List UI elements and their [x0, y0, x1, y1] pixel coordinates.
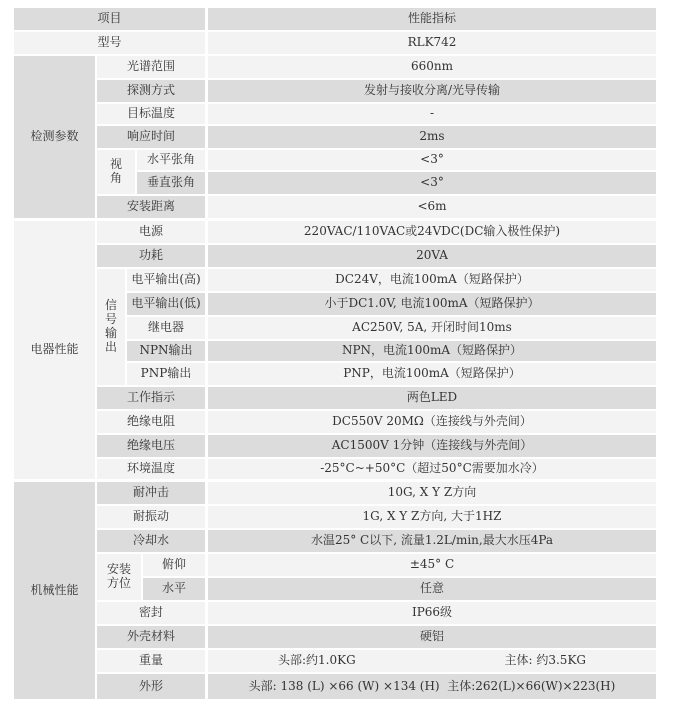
consumption-value: 20VA — [208, 245, 656, 267]
insulation-res-label: 绝缘电阻 — [97, 411, 205, 433]
header-spec: 性能指标 — [208, 8, 656, 30]
pitch-value: ±45° C — [208, 554, 656, 576]
level-mount-label: 水平 — [143, 578, 205, 600]
sealing-label: 密封 — [97, 602, 205, 624]
distance-value: <6m — [208, 196, 656, 218]
shock-value: 10G, X Y Z方向 — [208, 482, 656, 504]
indicator-label: 工作指示 — [97, 387, 205, 409]
npn-label: NPN输出 — [127, 341, 205, 361]
power-value: 220VAC/110VAC或24VDC(DC输入极性保护) — [208, 221, 656, 243]
level-low-value: 小于DC1.0V, 电流100mA（短路保护） — [208, 293, 656, 315]
housing-label: 外壳材料 — [97, 626, 205, 648]
indicator-value: 两色LED — [208, 387, 656, 409]
npn-value: NPN，电流100mA（短路保护） — [208, 341, 656, 361]
level-high-label: 电平输出(高) — [127, 269, 205, 291]
weight-head: 头部:约1.0KG — [278, 653, 356, 668]
signal-output-group — [97, 269, 125, 385]
mounting-line-1: 安装 — [106, 562, 131, 577]
horizontal-angle-value: <3° — [208, 150, 656, 170]
distance-label: 安装距离 — [97, 196, 205, 218]
view-angle-char-2: 角 — [109, 171, 122, 185]
mounting-line-2: 方位 — [106, 576, 131, 590]
shape-value: 头部: 138 (L) ×66 (W) ×134 (H) 主体:262(L)×66(W)×223(H) — [208, 674, 656, 699]
signal-char-2: 号 — [104, 312, 117, 327]
vibration-label: 耐振动 — [97, 506, 205, 528]
power-label: 电源 — [97, 221, 205, 243]
group-detection: 检测参数 — [14, 56, 95, 218]
level-high-value: DC24V，电流100mA（短路保护） — [208, 269, 656, 291]
signal-char-4: 出 — [104, 339, 117, 354]
spectral-label: 光谱范围 — [97, 56, 205, 78]
group-electrical: 电器性能 — [14, 221, 95, 479]
relay-value: AC250V, 5A, 开闭时间10ms — [208, 317, 656, 339]
shock-label: 耐冲击 — [97, 482, 205, 504]
vertical-angle-label: 垂直张角 — [137, 172, 205, 194]
vertical-angle-value: <3° — [208, 172, 656, 194]
insulation-volt-value: AC1500V 1分钟（连接线与外壳间） — [208, 435, 656, 457]
weight-value — [208, 650, 656, 672]
response-label: 响应时间 — [97, 126, 205, 148]
shape-label: 外形 — [97, 674, 205, 699]
model-label: 型号 — [14, 32, 205, 54]
insulation-volt-label: 绝缘电压 — [97, 435, 205, 457]
signal-char-1: 信 — [104, 298, 117, 313]
signal-char-3: 输 — [104, 326, 117, 340]
model-value: RLK742 — [208, 32, 656, 54]
target-temp-label: 目标温度 — [97, 104, 205, 124]
housing-value: 硬铝 — [208, 626, 656, 648]
group-mechanical: 机械性能 — [14, 482, 95, 699]
mounting-group — [97, 554, 141, 600]
view-angle-char-1: 视 — [109, 157, 122, 172]
weight-body: 主体: 约3.5KG — [504, 653, 586, 668]
pnp-value: PNP，电流100mA（短路保护） — [208, 363, 656, 385]
pnp-label: PNP输出 — [127, 363, 205, 385]
vibration-value: 1G, X Y Z方向, 大于1HZ — [208, 506, 656, 528]
spectral-value: 660nm — [208, 56, 656, 78]
cooling-value: 水温25° C以下, 流量1.2L/min,最大水压4Pa — [208, 530, 656, 552]
target-temp-value: - — [208, 104, 656, 124]
method-label: 探测方式 — [97, 80, 205, 102]
level-mount-value: 任意 — [208, 578, 656, 600]
level-low-label: 电平输出(低) — [127, 293, 205, 315]
ambient-label: 环境温度 — [97, 459, 205, 479]
cooling-label: 冷却水 — [97, 530, 205, 552]
relay-label: 继电器 — [127, 317, 205, 339]
method-value: 发射与接收分离/光导传输 — [208, 80, 656, 102]
ambient-value: -25°C~+50°C（超过50°C需要加水冷） — [208, 459, 656, 479]
response-value: 2ms — [208, 126, 656, 148]
view-angle-group — [97, 150, 135, 194]
insulation-res-value: DC550V 20MΩ（连接线与外壳间） — [208, 411, 656, 433]
sealing-value: IP66级 — [208, 602, 656, 624]
pitch-label: 俯仰 — [143, 554, 205, 576]
header-item: 项目 — [14, 8, 205, 30]
horizontal-angle-label: 水平张角 — [137, 150, 205, 170]
consumption-label: 功耗 — [97, 245, 205, 267]
weight-label: 重量 — [97, 650, 205, 672]
